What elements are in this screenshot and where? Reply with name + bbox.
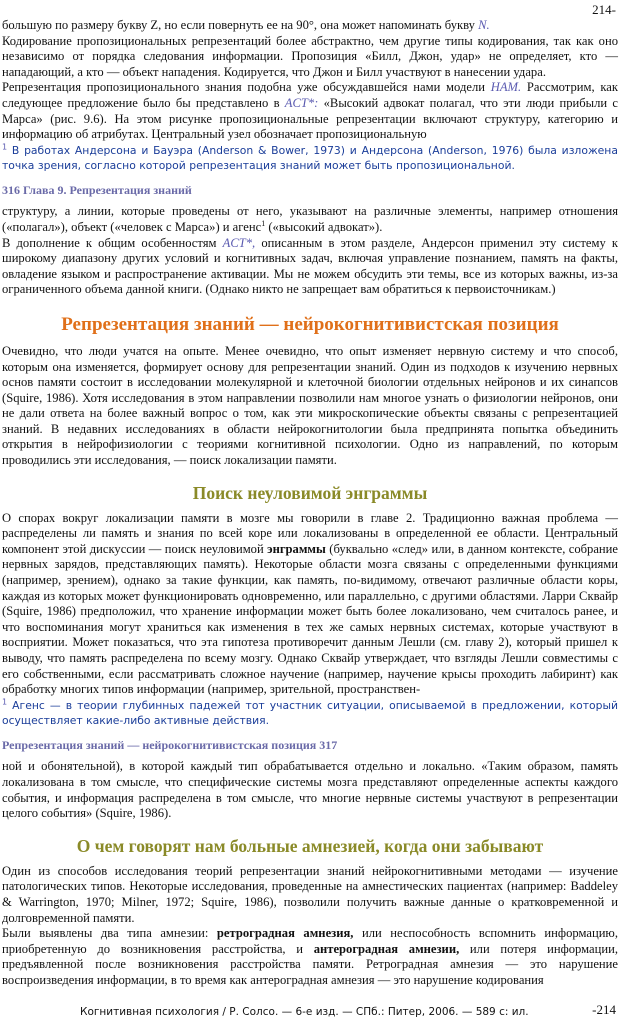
page-content [2,18,618,989]
term-anterograde: антероградная амнезии, [313,941,460,956]
page-number-bottom: -214 [592,1002,616,1017]
book-reference: Когнитивная психология / Р. Солсо. — 6-е изд. — СПб.: Питер, 2006. — 589 с: ил. [80,1006,529,1018]
subsection-heading: Поиск неуловимой энграммы [192,482,428,503]
term-retrograde: ретроградная амнезия, [216,926,354,941]
paragraph: О спорах вокруг локализации памяти в мозге мы говорили в главе 2. Традиционно важная проблема — распределены ли память и знания по всей коре или локализованы в определенной ее области. Центральный компонент этой дискуссии — поиск неуловимой энграммы (буквально «след» или, в данном контексте, собрание нервных зарядов, представляющих память). Некоторые области мозга связаны с определенными функциями (например, зрением), однако за такие функции, как память, по-видимому, отвечают различные области коры, каждая из которых может функционировать одновременно, или параллельно, с другими областями. Ларри Сквайр (Squire, 1986) предположил, что хранение информации может быть более локализовано, чем считалось ранее, и что воспоминания могут храниться как изменения в тех же самых нервных системах, которые участвуют в восприятии. Может показаться, что эта гипотеза противоречит данным Лешли (см. главу 2), который пришел к выводу, что память распределена по всему мозгу. Однако Сквайр утверждает, что взгляды Лешли совместимы с его собственными, если рассматривать сложное научение (например, научение крысы проходить лабиринт) как обработку многих типов информации (например, зрительной, пространствен- [2,510,619,697]
model-act: ACT*: [284,95,319,110]
paragraph: Были выявлены два типа амнезии: ретроградная амнезия, или неспособность вспомнить информацию, приобретенную до возникновения расстройства, и антероградная амнезии, или потеря информации, предъявленной после возникновения расстройства памяти. Ретроградная амнезия — это нарушение воспроизведения информации, в то время как антероградная амнезия — это нарушение кодирования [2,926,618,987]
paragraph: Репрезентация пропозиционального знания подобна уже обсуждавшейся нами модели HAM. Рассмотрим, как следующее предложение было бы представлено в ACT*: «Высокий адвокат полагал, что эти люди прибыли с Марса» (рис. 9.6). На этом рисунке пропозициональные репрезентации включают структуру, категорию и информацию об атрибутах. Центральный узел обозначает пропозициональную [2,80,618,142]
paragraph: Один из способов исследования теорий репрезентации знаний нейрокогнитивными методами — изучение патологических типов. Некоторые исследования, проведенные на амнестических пациентах (например: Baddeley & Warrington, 1970; Milner, 1972; Squire, 1986), позволили получить важные данные о кратковременной и долговременной памяти. [2,863,618,925]
paragraph: Очевидно, что люди учатся на опыте. Менее очевидно, что опыт изменяет нервную систему и что способ, которым она изменяется, формирует основу для репрезентации знаний. Один из подходов к изучению нервных основ памяти состоит в исследовании молекулярной и клеточной биологии отдельных нейронов и их синапсов (Squire, 1986). Хотя исследования в этом направлении позволили нам многое узнать о физиологии нейронов, они не дали ответа на более важный вопрос о том, как эти микроскопические объекты связаны с репрезентацией знаний. В недавних исследованиях в области нейрокогнитологии была предпринята попытка объединить открытия в нейрофизиологии с теориями когнитивной психологии. Одно из направлений, по которым проводились эти исследования, — поиск локализации памяти. [2,343,618,468]
subsection-heading: О чем говорят нам больные амнезией, когда они забывают [76,835,544,856]
footnote: $^1$ В работах Андерсона и Бауэра (Anderson & Bower, 1973) и Андерсона (Anderson, 1976) была изложена точка зрения, согласно которой репрезентация знаний может быть пропозициональной. [2,142,618,172]
section-heading: Репрезентация знаний — нейрокогнитивистская позиция [61,313,559,335]
letter-n: N. [478,18,490,32]
footnote: $^1$ Агенс — в теории глубинных падежей тот участник ситуации, описываемой в предложении, который осуществляет какие-либо активные действия. [2,697,618,727]
paragraph: ной и обонятельной), в которой каждый тип обрабатывается отдельно и локально. «Таким образом, память локализована в том смысле, что специфические системы мозга представляют определенные аспекты каждого события, и информация распределена в том смысле, что многие нервные системы участвуют в репрезентации целого события» (Squire, 1986). [2,759,618,821]
model-ham: HAM. [490,80,522,95]
term-engram: энграммы [267,541,326,556]
running-head: Репрезентация знаний — нейрокогнитивистская позиция 317 [2,737,338,752]
paragraph: структуру, а линии, которые проведены от него, указывают на различные элементы, например отношения («полагал»), объект («человек с Марса») и агенс$^1$ («высокий адвокат»). [2,204,618,234]
page-number-top: 214- [592,2,616,17]
paragraph: Кодирование пропозициональных репрезентаций более абстрактно, чем другие типы кодирования, так как оно независимо от порядка следования информации. Пропозиция «Билл, Джон, удар» не определяет, кто — нападающий, а кто — объект нападения. Кодируется, что Джон и Билл участвуют в нанесении удара. [2,33,618,79]
paragraph: В дополнение к общим особенностям ACT*, описанным в этом разделе, Андерсон применил эту систему к широкому диапазону других условий и когнитивных задач, включая управление познанием, память на факты, овладение языком и распространение активации. Мы не можем обсудить эти темы, все из которых важны, из-за ограниченного объема данной книги. (Однако никто не запрещает вам обратиться к первоисточникам.) [2,235,619,297]
paragraph: большую по размеру букву Z, но если повернуть ее на 90°, она может напоминать букву N. [2,18,490,32]
footnote-ref: 1 [261,218,266,228]
running-head: 316 Глава 9. Репрезентация знаний [2,182,192,197]
model-act: ACT*, [222,235,256,250]
